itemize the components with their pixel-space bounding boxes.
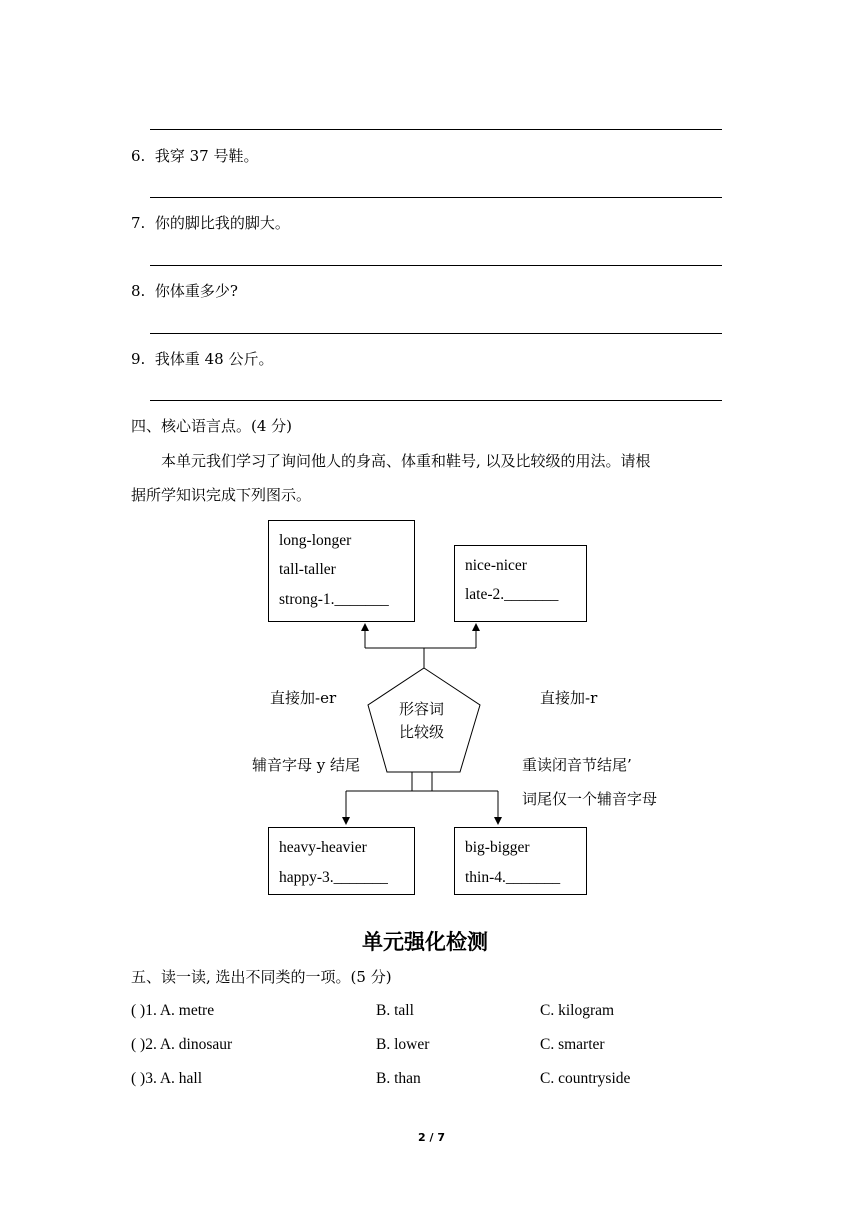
option-b: B. lower <box>376 1036 430 1053</box>
box-line: happy-3._______ <box>279 869 388 886</box>
section-heading: 五、读一读, 选出不同类的一项。(5 分) <box>131 968 392 986</box>
center-label: 形容词 <box>399 700 445 718</box>
box-line: big-bigger <box>465 839 530 856</box>
box-top-right <box>454 545 587 622</box>
option-c: C. countryside <box>540 1070 631 1087</box>
option-c: C. smarter <box>540 1036 605 1053</box>
pentagon-shape <box>368 668 480 772</box>
section-heading: 四、核心语言点。(4 分) <box>131 417 293 435</box>
item-number: 6. <box>131 147 146 165</box>
page-number: 2 / 7 <box>418 1131 445 1144</box>
box-line: thin-4._______ <box>465 869 561 886</box>
option-b: B. than <box>376 1070 421 1087</box>
box-line: nice-nicer <box>465 557 527 574</box>
center-label: 比较级 <box>399 723 445 741</box>
box-bottom-left <box>268 827 415 895</box>
box-bottom-right <box>454 827 587 895</box>
option-b: B. tall <box>376 1002 414 1019</box>
unit-test-title: 单元强化检测 <box>362 930 488 954</box>
section-intro: 本单元我们学习了询问他人的身高、体重和鞋号, 以及比较级的用法。请根 <box>161 452 651 470</box>
box-line: strong-1._______ <box>279 591 389 608</box>
box-line: heavy-heavier <box>279 839 367 856</box>
rule-label: 直接加-er <box>270 689 337 707</box>
rule-label: 词尾仅一个辅音字母 <box>522 790 658 808</box>
question-stem: ( )2. A. dinosaur <box>131 1036 233 1053</box>
rule-label: 直接加-r <box>540 689 598 707</box>
rule-label: 重读闭音节结尾’ <box>522 756 632 774</box>
item-text: 我穿 37 号鞋。 <box>154 147 259 165</box>
question-stem: ( )3. A. hall <box>131 1070 203 1087</box>
box-line: long-longer <box>279 532 352 549</box>
rule-label: 辅音字母 y 结尾 <box>252 756 361 774</box>
item-number: 8. <box>131 282 146 300</box>
section-intro: 据所学知识完成下列图示。 <box>131 486 312 504</box>
item-number: 7. <box>131 214 146 232</box>
item-text: 你的脚比我的脚大。 <box>154 214 290 232</box>
box-line: late-2._______ <box>465 586 559 603</box>
item-text: 你体重多少? <box>154 282 238 300</box>
box-line: tall-taller <box>279 561 336 578</box>
item-text: 我体重 48 公斤。 <box>154 350 274 368</box>
box-top-left <box>268 520 415 622</box>
item-number: 9. <box>131 350 146 368</box>
question-stem: ( )1. A. metre <box>131 1002 215 1019</box>
option-c: C. kilogram <box>540 1002 615 1019</box>
